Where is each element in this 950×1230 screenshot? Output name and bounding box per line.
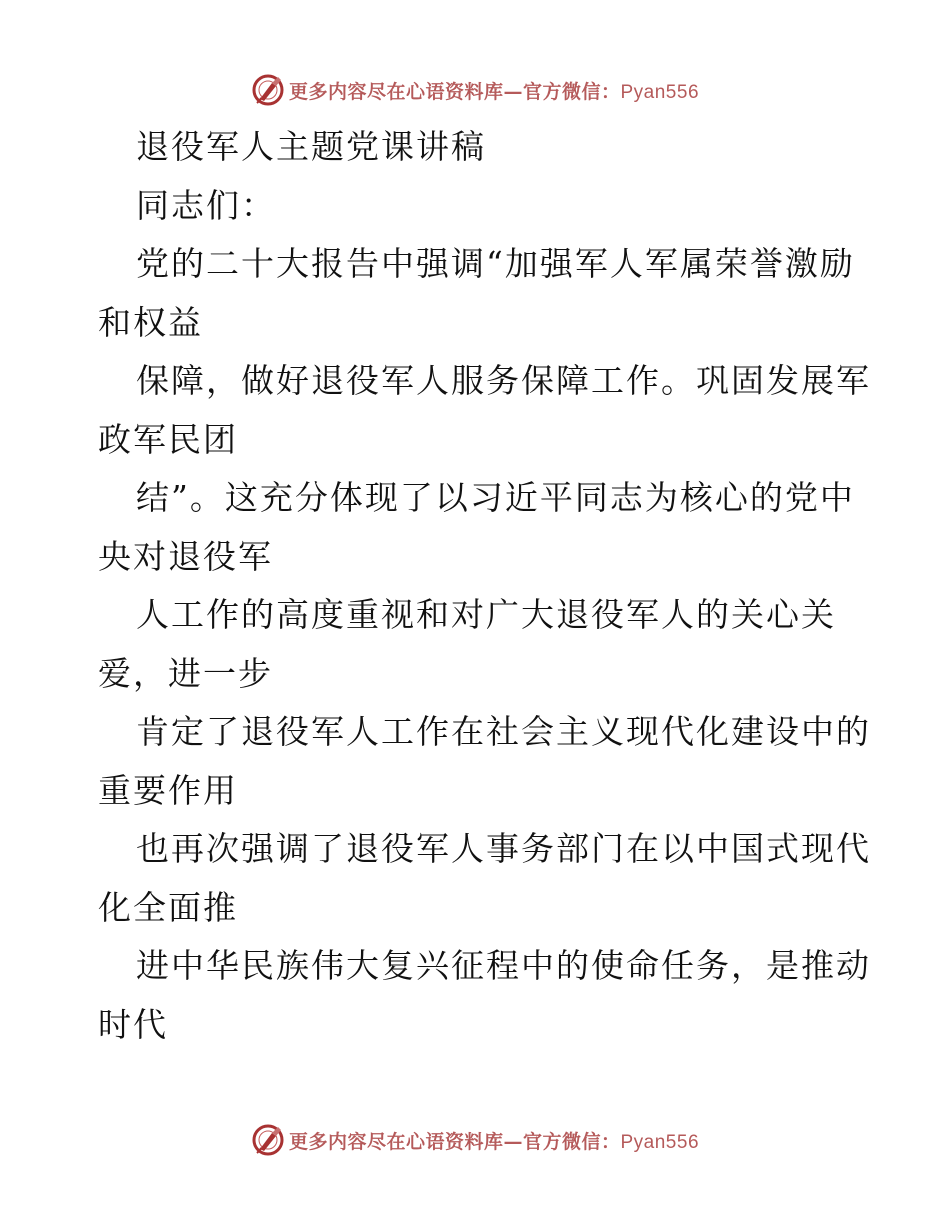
text-line: 肯定了退役军人工作在社会主义现代化建设中的 xyxy=(136,712,871,751)
document-body xyxy=(98,118,871,1054)
text-line: 和权益 xyxy=(98,302,203,342)
banner-wechat-handle: Pyan556 xyxy=(620,81,700,103)
text-line: 央对退役军 xyxy=(98,536,273,576)
header-banner xyxy=(0,70,950,110)
text-line: 爱，进一步 xyxy=(98,653,273,693)
banner-text: 更多内容尽在心语资料库—官方微信：Pyan556 xyxy=(288,80,700,103)
text-line: 保障，做好退役军人服务保障工作。巩固发展军 xyxy=(136,361,871,400)
document-title: 退役军人主题党课讲稿 xyxy=(136,127,486,166)
quill-pen-logo-icon xyxy=(251,1123,285,1157)
text-line: 党的二十大报告中强调“加强军人军属荣誉激励 xyxy=(136,244,855,283)
text-line: 也再次强调了退役军人事务部门在以中国式现代 xyxy=(136,829,871,868)
banner-wechat-handle: Pyan556 xyxy=(620,1131,700,1153)
text-line: 政军民团 xyxy=(98,419,238,459)
quill-pen-logo-icon xyxy=(251,73,285,107)
text-line: 化全面推 xyxy=(98,887,238,927)
text-line: 进中华民族伟大复兴征程中的使命任务，是推动 xyxy=(136,946,871,985)
text-line: 结”。这充分体现了以习近平同志为核心的党中 xyxy=(136,478,855,517)
banner-text: 更多内容尽在心语资料库—官方微信：Pyan556 xyxy=(288,1130,700,1153)
text-line: 同志们： xyxy=(136,185,276,225)
text-line: 重要作用 xyxy=(98,770,238,810)
text-line: 时代 xyxy=(98,1004,168,1044)
text-line: 人工作的高度重视和对广大退役军人的关心关 xyxy=(136,595,836,634)
footer-banner xyxy=(0,1120,950,1160)
